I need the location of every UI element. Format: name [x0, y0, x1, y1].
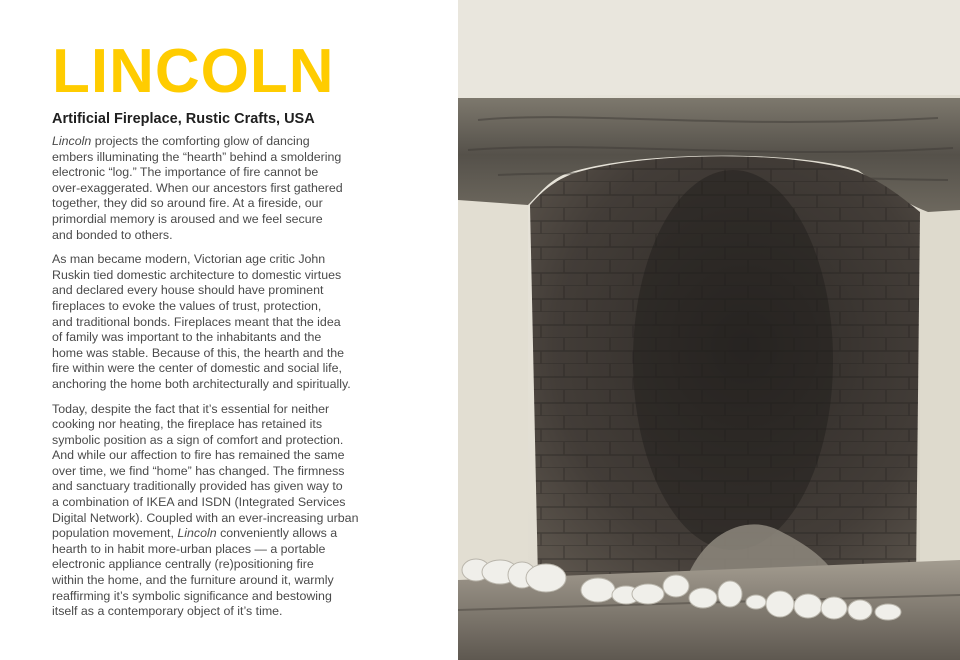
paragraph-1-text: projects the comforting glow of dancing embers illuminating the “hearth” behind a smoldering electronic “log.” The importance of fire cannot be over-exaggerated. When our ancestors first gathered together, they did so around fire. At a fireside, our primordial memory is aroused and we feel secure and bonded to others.	[52, 134, 343, 242]
paragraph-2: As man became modern, Victorian age critic John Ruskin tied domestic architecture to domestic virtues and declared every house should have prominent fireplaces to evoke the values of trust, protection, and traditional bonds. Fireplaces meant that the idea of family was important to the inhabitants and the home was stable. Because of this, the hearth and the fire within were the center of domestic and social life, anchoring the home both architecturally and spiritually.	[52, 252, 351, 391]
paragraph-3	[52, 402, 452, 620]
left-pillar	[458, 200, 528, 560]
right-pillar	[920, 210, 960, 610]
article-subtitle: Artificial Fireplace, Rustic Crafts, USA	[52, 111, 315, 127]
product-name-italic: Lincoln	[177, 526, 217, 541]
paragraph-3-text-b: conveniently allows a hearth to in habit more-urban places — a portable electronic appliance centrally (re)positioning fire within the home, and the furniture around it, warmly reaffirming it’s symbolic significance and bestowing itself as a contemporary object of it’s time.	[52, 526, 338, 619]
fireplace-illustration	[458, 0, 960, 660]
fireplace-photo	[458, 0, 960, 660]
product-name-italic: Lincoln	[52, 134, 92, 148]
article-title: LINCOLN	[52, 37, 335, 106]
upper-wall	[458, 0, 960, 95]
paragraph-1	[52, 134, 452, 243]
paragraph-3-text-a: Today, despite the fact that it’s essential for neither cooking nor heating, the fireplace has retained its symbolic position as a sign of comfort and protection. And while our affection to fire has remained the same over time, we find “home” has changed. The firmness and sanctuary traditionally provided has given way to a combination of IKEA and ISDN (Integrated Services Digital Network). Coupled with an ever-increasing urban population movement,	[52, 401, 359, 541]
article-column	[52, 37, 452, 629]
